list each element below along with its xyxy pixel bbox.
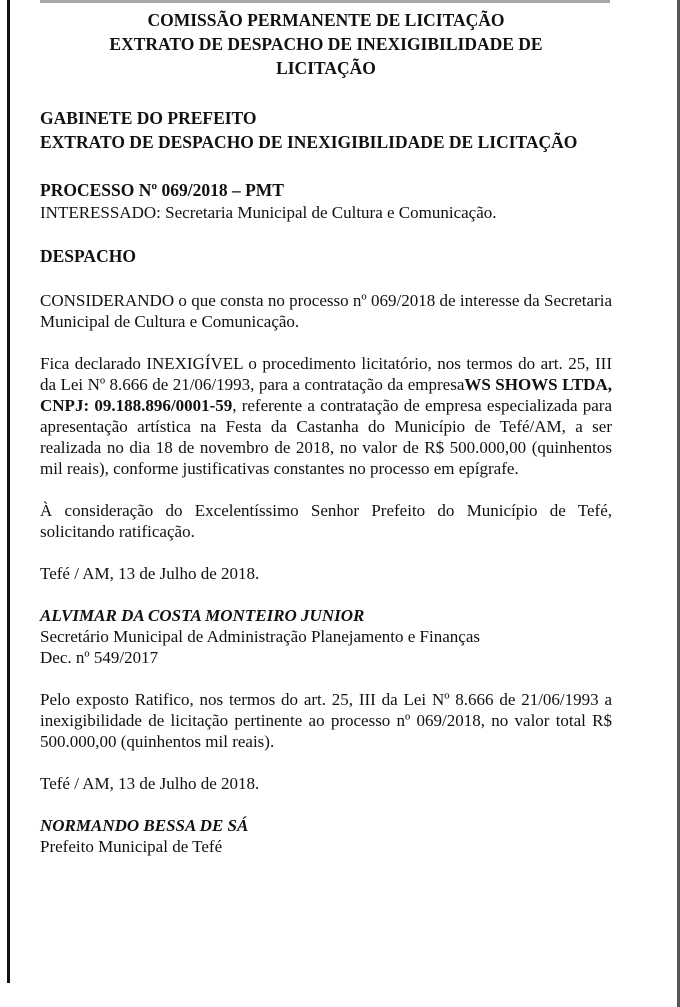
- header-line-1: COMISSÃO PERMANENTE DE LICITAÇÃO: [147, 10, 505, 30]
- despacho-date: Tefé / AM, 13 de Julho de 2018.: [40, 564, 260, 583]
- declaration-paragraph: [40, 353, 612, 479]
- signatory-1: [40, 605, 612, 668]
- declaration-post: , referente a contratação de empresa especializada para apresentação artística na Festa da Castanha do Município de Tefé/AM, a ser realizada no dia 18 de novembro de 2018, no valor de R$ 500.000,00 (quinhentos mil reais), conforme justificativas constantes no processo em epígrafe.: [40, 396, 612, 478]
- consideration-paragraph: À consideração do Excelentíssimo Senhor Prefeito do Município de Tefé, solicitando ratificação.: [40, 501, 612, 541]
- declaration-pre: Fica declarado INEXIGÍVEL o procedimento licitatório, nos termos do art. 25, III da Lei Nº 8.666 de 21/06/1993, para a contratação da empresa: [40, 354, 612, 394]
- despacho-heading: DESPACHO: [40, 246, 136, 266]
- process-number: PROCESSO Nº 069/2018 – PMT: [40, 180, 284, 200]
- ratification-date: Tefé / AM, 13 de Julho de 2018.: [40, 774, 260, 793]
- page-left-border: [7, 0, 10, 983]
- header-line-2: EXTRATO DE DESPACHO DE INEXIGIBILIDADE DE: [109, 34, 543, 54]
- signatory-2: [40, 815, 612, 857]
- signatory-1-name: ALVIMAR DA COSTA MONTEIRO JUNIOR: [40, 606, 365, 625]
- signatory-2-role: Prefeito Municipal de Tefé: [40, 837, 223, 856]
- process-interested: INTERESSADO: Secretaria Municipal de Cultura e Comunicação.: [40, 203, 497, 222]
- considering-paragraph: CONSIDERANDO o que consta no processo nº 069/2018 de interesse da Secretaria Municipal de Cultura e Comunicação.: [40, 291, 612, 331]
- office-title-line-2: LICITAÇÃO: [477, 132, 578, 152]
- signatory-2-name: NORMANDO BESSA DE SÁ: [40, 816, 249, 835]
- document-header: [40, 8, 612, 80]
- office-block: [40, 106, 612, 154]
- office-title-line-1: EXTRATO DE DESPACHO DE INEXIGIBILIDADE DE: [40, 132, 474, 152]
- page-top-rule: [40, 0, 610, 3]
- signatory-1-role: Secretário Municipal de Administração Planejamento e Finanças: [40, 627, 480, 646]
- ratification-paragraph: Pelo exposto Ratifico, nos termos do art. 25, III da Lei Nº 8.666 de 21/06/1993 a inexigibilidade de licitação pertinente ao processo nº 069/2018, no valor total R$ 500.000,00 (quinhentos mil reais).: [40, 690, 612, 751]
- signatory-1-decree: Dec. nº 549/2017: [40, 648, 159, 667]
- header-line-3: LICITAÇÃO: [276, 58, 376, 78]
- document-body: [40, 8, 612, 857]
- office-title: [40, 130, 612, 154]
- office-name: GABINETE DO PREFEITO: [40, 108, 257, 128]
- process-block: [40, 178, 612, 223]
- company-name: WS SHOWS LTDA, CNPJ: 09.188.896/0001-59: [40, 375, 612, 415]
